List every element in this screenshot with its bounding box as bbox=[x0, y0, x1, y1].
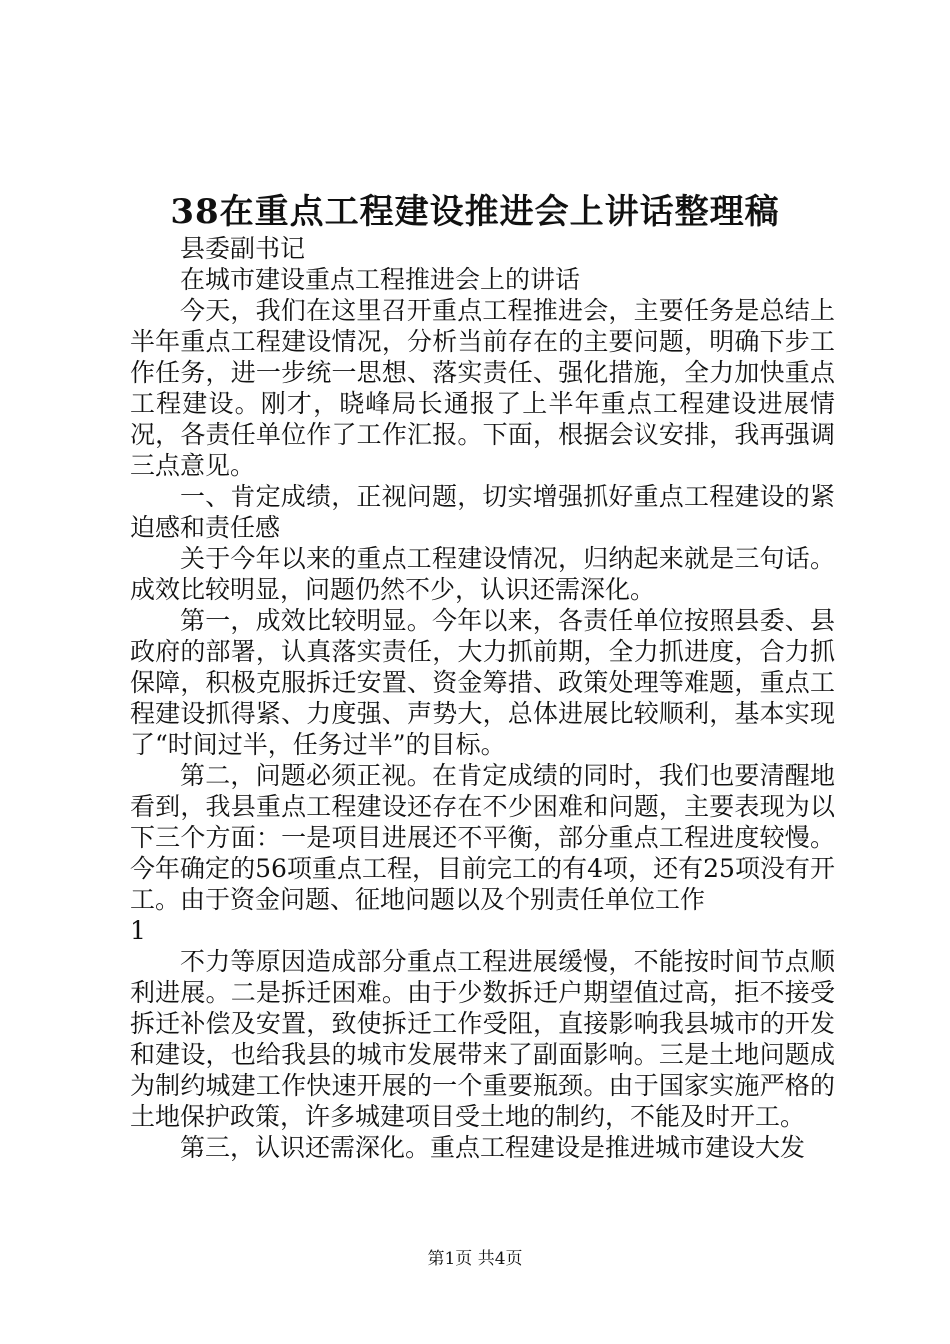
document-title: 38在重点工程建设推进会上讲话整理稿 bbox=[170, 192, 780, 232]
paragraph: 第三，认识还需深化。重点工程建设是推进城市建设大发 bbox=[180, 1133, 806, 1162]
paragraph: 不力等原因造成部分重点工程进展缓慢，不能按时间节点顺利进展。二是拆迁困难。由于少数拆迁户期望值过高，拒不接受拆迁补偿及安置，致使拆迁工作受阻，直接影响我县城市的开发和建设，也给我县的城市发展带来了副面影响。三是土地问题成为制约城建工作快速开展的一个重要瓶颈。由于国家实施严格的土地保护政策，许多城建项目受土地的制约，不能及时开工。 bbox=[130, 947, 835, 1131]
inline-page-number: 1 bbox=[130, 916, 146, 945]
paragraph-author: 县委副书记 bbox=[180, 234, 306, 263]
section-heading: 一、肯定成绩，正视问题，切实增强抓好重点工程建设的紧迫感和责任感 bbox=[130, 482, 835, 542]
paragraph: 第二，问题必须正视。在肯定成绩的同时，我们也要清醒地看到，我县重点工程建设还存在不少困难和问题，主要表现为以下三个方面：一是项目进展还不平衡，部分重点工程进度较慢。今年确定的56项重点工程，目前完工的有4项，还有25项没有开工。由于资金问题、征地问题以及个别责任单位工作 bbox=[130, 761, 835, 914]
document-body bbox=[130, 233, 835, 1163]
paragraph: 今天，我们在这里召开重点工程推进会，主要任务是总结上半年重点工程建设情况，分析当前存在的主要问题，明确下步工作任务，进一步统一思想、落实责任、强化措施，全力加快重点工程建设。刚才，晓峰局长通报了上半年重点工程建设进展情况，各责任单位作了工作汇报。下面，根据会议安排，我再强调三点意见。 bbox=[130, 296, 835, 480]
page-footer: 第1页 共4页 bbox=[427, 1249, 523, 1269]
paragraph-subtitle: 在城市建设重点工程推进会上的讲话 bbox=[180, 265, 581, 294]
paragraph: 关于今年以来的重点工程建设情况，归纳起来就是三句话。成效比较明显，问题仍然不少，认识还需深化。 bbox=[130, 544, 835, 604]
paragraph: 第一，成效比较明显。今年以来，各责任单位按照县委、县政府的部署，认真落实责任，大力抓前期，全力抓进度，合力抓保障，积极克服拆迁安置、资金筹措、政策处理等难题，重点工程建设抓得紧、力度强、声势大，总体进展比较顺利，基本实现了“时间过半，任务过半”的目标。 bbox=[130, 606, 835, 759]
